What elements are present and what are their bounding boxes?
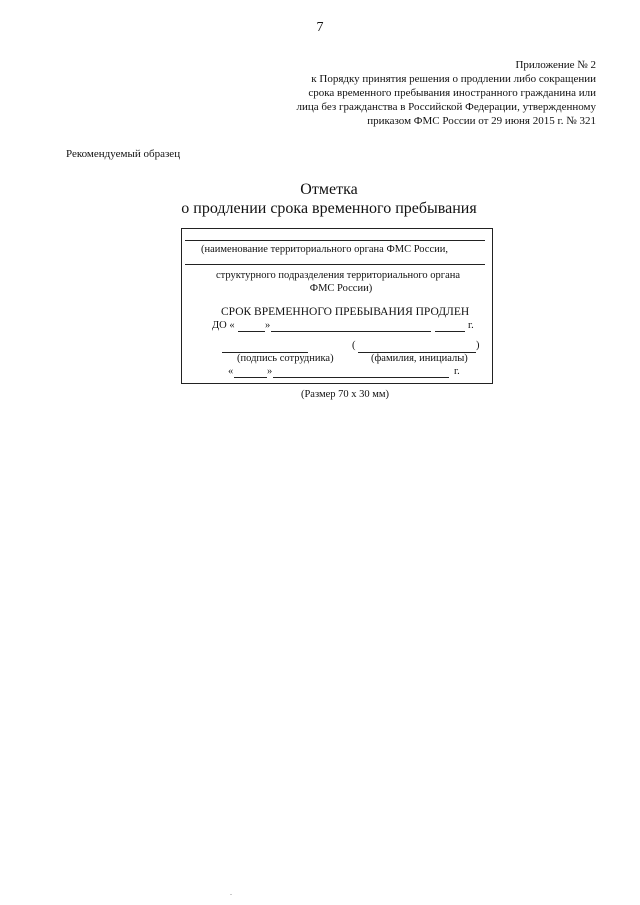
subdivision-caption-1: структурного подразделения территориального органа: [215, 270, 461, 281]
org-name-caption: (наименование территориального органа ФМС России,: [201, 244, 448, 255]
date-day-line: [234, 377, 267, 378]
until-year-line: [435, 331, 465, 332]
until-mid: »: [265, 320, 271, 331]
title-line-1: Отметка: [300, 181, 358, 198]
until-year-suffix: г.: [468, 320, 474, 331]
page-number: 7: [316, 20, 324, 35]
date-suffix: г.: [454, 366, 460, 377]
until-prefix: ДО «: [212, 320, 235, 331]
date-mid: »: [267, 366, 273, 377]
date-month-year-line: [273, 377, 449, 378]
stamp-frame: [181, 228, 493, 384]
subdivision-line: [185, 264, 485, 265]
appendix-header: [256, 58, 596, 128]
appendix-line: лица без гражданства в Российской Федерации, утвержденному: [296, 101, 596, 113]
footer-mark: .: [230, 888, 232, 897]
size-note: (Размер 70 х 30 мм): [300, 389, 390, 400]
recommended-sample-label: Рекомендуемый образец: [66, 148, 181, 160]
until-month-line: [271, 331, 431, 332]
appendix-line: приказом ФМС России от 29 июня 2015 г. № 321: [367, 115, 596, 127]
title-line-2: о продлении срока временного пребывания: [181, 200, 477, 217]
org-name-line: [185, 240, 485, 241]
document-title: [0, 180, 640, 218]
paren-close: ): [476, 340, 480, 351]
appendix-line: срока временного пребывания иностранного гражданина или: [308, 87, 596, 99]
signature-caption: (подпись сотрудника): [237, 353, 334, 364]
appendix-line: к Порядку принятия решения о продлении либо сокращении: [311, 73, 596, 85]
appendix-line: Приложение № 2: [515, 59, 596, 71]
subdivision-caption-2: ФМС России): [309, 283, 373, 294]
extended-text: СРОК ВРЕМЕННОГО ПРЕБЫВАНИЯ ПРОДЛЕН: [221, 306, 470, 318]
date-open: «: [228, 366, 234, 377]
paren-open: (: [352, 340, 356, 351]
name-caption: (фамилия, инициалы): [371, 353, 468, 364]
until-day-line: [238, 331, 265, 332]
